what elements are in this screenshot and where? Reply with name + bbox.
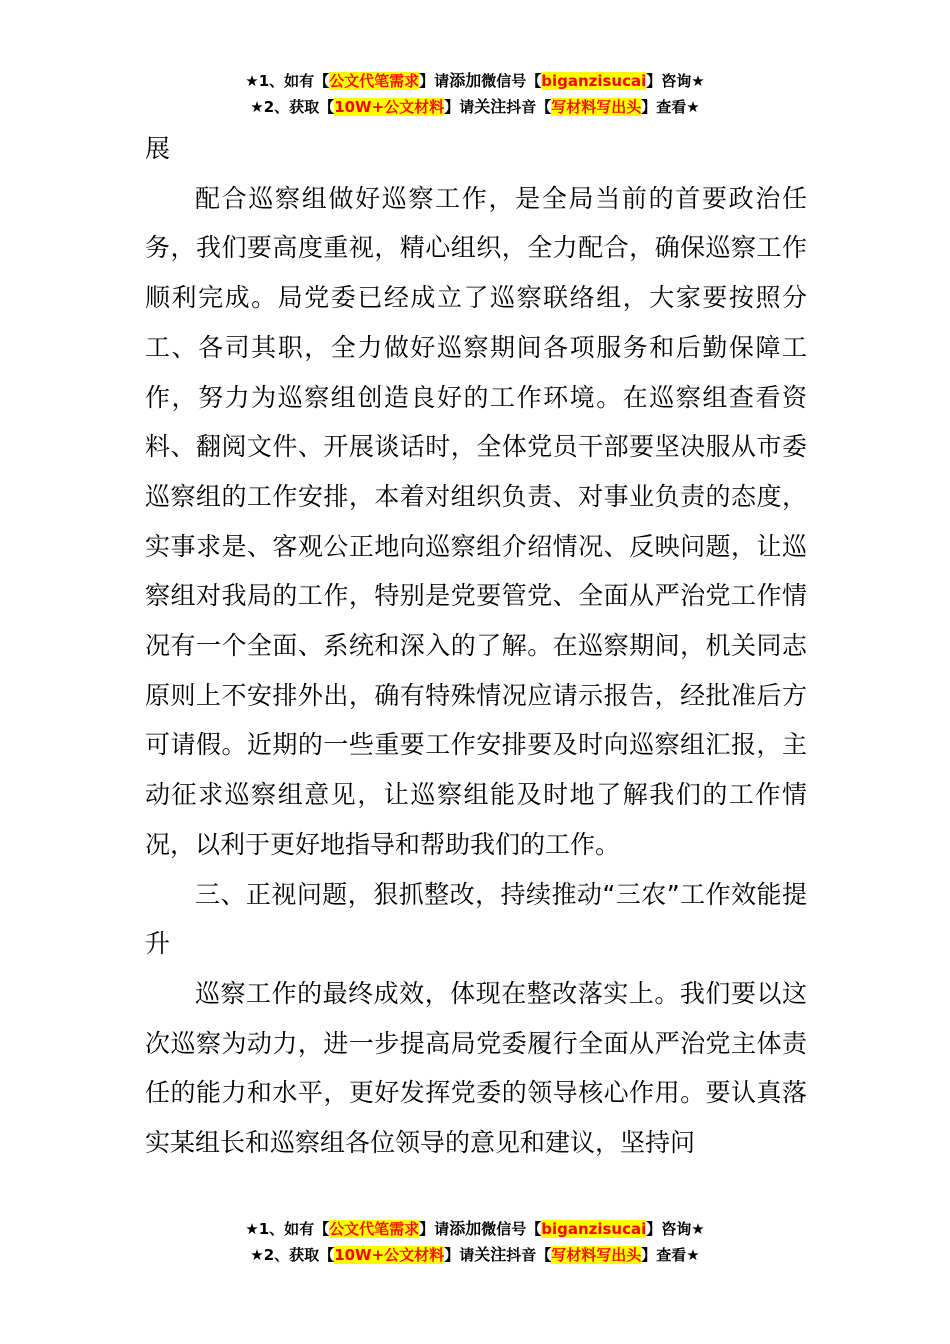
banner-emphasis: 添加 <box>449 71 482 90</box>
section-heading: 三、正视问题，狠抓整改，持续推动“三农”工作效能提升 <box>145 879 807 959</box>
banner-highlight: biganzisucai <box>541 1220 647 1238</box>
banner-text: 】咨询★ <box>646 1220 705 1238</box>
paragraph: 配合巡察组做好巡察工作，是全局当前的首要政治任务，我们要高度重视，精心组织，全力配合，确保巡察工作顺利完成。局党委已经成立了巡察联络组，大家要按照分工、各司其职，全力做好巡察期间各项服务和后勤保障工作，努力为巡察组创造良好的工作环境。在巡察组查看资料、翻阅文件、开展谈话时，全体党员干部要坚决服从市委巡察组的工作安排，本着对组织负责、对事业负责的态度，实事求是、客观公正地向巡察组介绍情况、反映问题，让巡察组对我局的工作，特别是党要管党、全面从严治党工作情况有一个全面、系统和深入的了解。在巡察期间，机关同志原则上不安排外出，确有特殊情况应请示报告，经批准后方可请假。近期的一些重要工作安排要及时向巡察组汇报，主动征求巡察组意见，让巡察组能及时地了解我们的工作情况，以利于更好地指导和帮助我们的工作。 <box>145 183 807 859</box>
banner-highlight: 公文代笔需求 <box>329 1220 420 1238</box>
paragraph: 巡察工作的最终成效，体现在整改落实上。我们要以这次巡察为动力，进一步提高局党委履行全面从严治党主体责任的能力和水平，更好发挥党委的领导核心作用。要认真落实某组长和巡察组各位领导的意见和建议，坚持问 <box>145 978 807 1158</box>
banner-text: 微信号【 <box>481 1220 542 1238</box>
banner-line-1 <box>0 68 950 94</box>
banner-emphasis: 添加 <box>449 1219 482 1238</box>
document-body <box>145 124 807 1168</box>
banner-text: 抖音【 <box>506 98 552 116</box>
banner-highlight: 10W+公文材料 <box>334 98 445 116</box>
banner-highlight: 公文代笔需求 <box>329 72 420 90</box>
banner-highlight: biganzisucai <box>541 72 647 90</box>
banner-text: 】查看★ <box>641 98 700 116</box>
banner-highlight: 写材料写出头 <box>551 98 642 116</box>
banner-text: 】请 <box>419 1220 450 1238</box>
banner-line-2 <box>0 1242 950 1268</box>
banner-text: ★2、获取【 <box>250 98 335 116</box>
header-banner <box>0 68 950 120</box>
banner-emphasis: 关注 <box>474 1245 507 1264</box>
banner-text: 】请 <box>419 72 450 90</box>
banner-line-1 <box>0 1216 950 1242</box>
banner-text: 抖音【 <box>506 1246 552 1264</box>
banner-text: 】请 <box>444 98 475 116</box>
banner-highlight: 10W+公文材料 <box>334 1246 445 1264</box>
banner-highlight: 写材料写出头 <box>551 1246 642 1264</box>
banner-text: ★1、如有【 <box>245 1220 330 1238</box>
banner-text: ★2、获取【 <box>250 1246 335 1264</box>
footer-banner <box>0 1216 950 1268</box>
banner-line-2 <box>0 94 950 120</box>
banner-text: 】查看★ <box>641 1246 700 1264</box>
banner-text: 微信号【 <box>481 72 542 90</box>
banner-text: ★1、如有【 <box>245 72 330 90</box>
banner-emphasis: 关注 <box>474 97 507 116</box>
paragraph-continuation: 展 <box>145 134 171 163</box>
banner-text: 】咨询★ <box>646 72 705 90</box>
banner-text: 】请 <box>444 1246 475 1264</box>
